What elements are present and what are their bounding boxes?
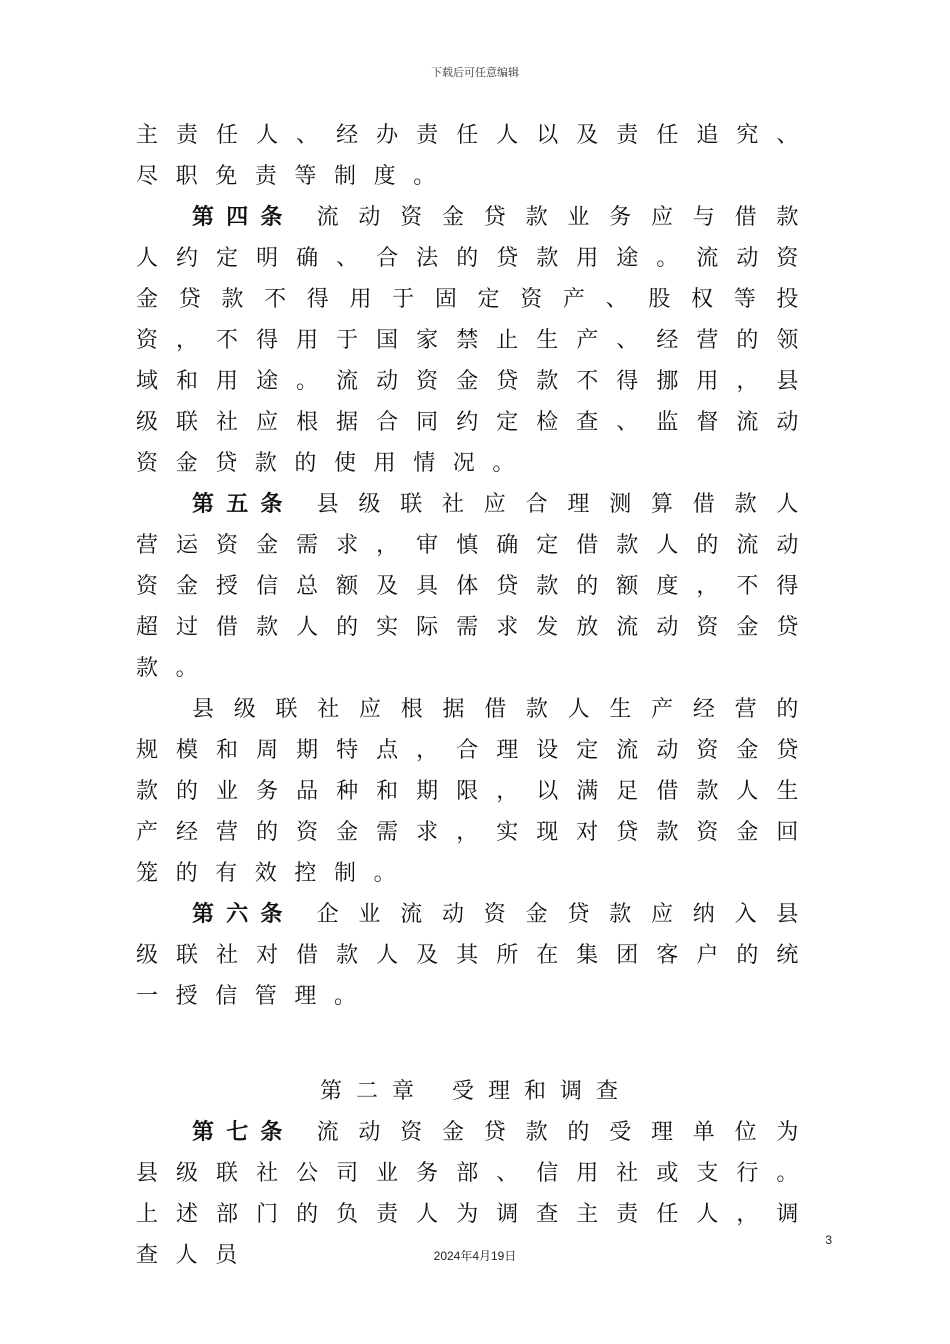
article-5-label: 第五条: [192, 491, 295, 517]
article-6: [136, 894, 816, 1017]
page-number: 3: [825, 1233, 832, 1247]
article-5: [136, 484, 816, 689]
document-body: [136, 115, 816, 1276]
chapter-number: 第二章: [319, 1079, 428, 1104]
article-7-label: 第七条: [192, 1119, 295, 1145]
article-4-text: 流动资金贷款业务应与借款人约定明确、合法的贷款用途。流动资金贷款不得用于固定资产、股权等投资，不得用于国家禁止生产、经营的领域和用途。流动资金贷款不得挪用，县级联社应根据合同约定检查、监督流动资金贷款的使用情况。: [136, 205, 816, 476]
article-7-text: 流动资金贷款的受理单位为县级联社公司业务部、信用社或支行。上述部门的负责人为调查主责任人，调查人员: [136, 1120, 816, 1268]
chapter-heading: [136, 1017, 816, 1112]
page-header: 下载后可任意编辑: [431, 66, 519, 79]
paragraph-scale: 县级联社应根据借款人生产经营的规模和周期特点，合理设定流动资金贷款的业务品种和期限，以满足借款人生产经营的资金需求，实现对贷款资金回笼的有效控制。: [136, 697, 816, 886]
paragraph-continuation: 主责任人、经办责任人以及责任追究、尽职免责等制度。: [136, 123, 816, 189]
article-6-text: 企业流动资金贷款应纳入县级联社对借款人及其所在集团客户的统一授信管理。: [136, 902, 816, 1009]
footer-date: 2024年4月19日: [433, 1249, 517, 1263]
article-5-text: 县级联社应合理测算借款人营运资金需求，审慎确定借款人的流动资金授信总额及具体贷款的额度，不得超过借款人的实际需求发放流动资金贷款。: [136, 492, 816, 681]
article-6-label: 第六条: [192, 901, 295, 927]
article-4-label: 第四条: [192, 204, 295, 230]
article-4: [136, 197, 816, 484]
chapter-title: 受理和调查: [452, 1079, 633, 1104]
